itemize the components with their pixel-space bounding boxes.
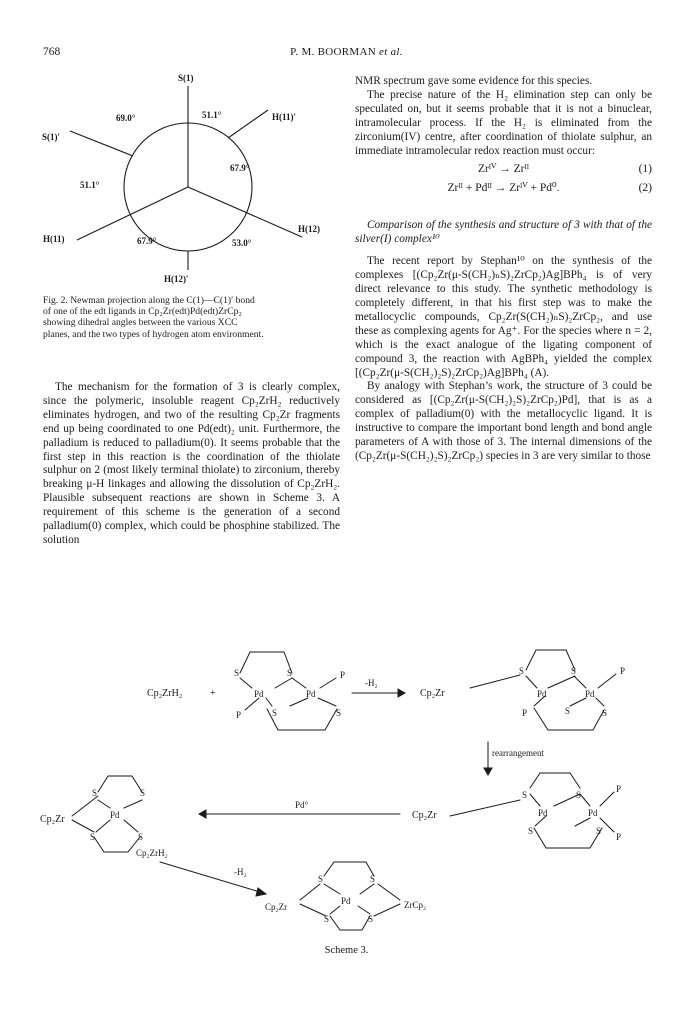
zrcp2-label: ZrCp₂	[404, 900, 427, 910]
atom-p: P	[340, 670, 346, 680]
atom-p: P	[620, 666, 626, 676]
atom-p: P	[236, 710, 242, 720]
figure-caption	[43, 295, 343, 340]
scheme-caption: Scheme 3.	[324, 945, 369, 956]
atom-s: S	[519, 666, 525, 676]
left-column	[43, 381, 340, 548]
atom-pd: Pd	[588, 808, 598, 818]
scheme-3	[0, 630, 693, 942]
section-heading: Comparison of the synthesis and structure of 3 with that of the silver(I) complex¹⁰	[355, 219, 652, 246]
label-h11: H(11)	[43, 234, 65, 244]
atom-pd: Pd	[341, 896, 351, 906]
body-paragraph: NMR spectrum gave some evidence for this species.	[355, 75, 593, 87]
newman-projection	[40, 68, 340, 290]
body-paragraph: The precise nature of the H₂ elimination step can only be speculated on, but it seems probable that it is not a binuclear, intramolecular process. If the H₂ is eliminated from the zirconium(IV) centre, after coordination of thiolate sulphur, an immediate intramolecular redox reaction must occur:	[355, 88, 652, 157]
cp2zr-label: Cp₂Zr	[412, 810, 437, 821]
angle-label: 51.1°	[202, 110, 222, 120]
rearrangement-label: rearrangement	[492, 748, 544, 758]
atom-s: S	[596, 826, 602, 836]
atom-p: P	[522, 708, 528, 718]
reagent-label: Cp₂ZrH₂	[147, 688, 183, 699]
body-paragraph: By analogy with Stephan’s work, the structure of 3 could be considered as [(Cp₂Zr(μ-S(CH₂)₂S)₂ZrCp₂)Pd], that is as a complex of palladium(0) with the metallocyclic ligand. It is instructive to compare the important bond length and bond angle parameters of A with those of 3. The internal dimensions of the (Cp₂Zr(μ-S(CH₂)₂S)₂ZrCp₂) species in 3 are very similar to those	[355, 380, 652, 462]
label-h11-prime: H(11)′	[272, 112, 297, 122]
caption-line: of one of the edt ligands in Cp₂Zr(edt)Pd(edt)ZrCp₂	[43, 306, 242, 318]
equation-number: (2)	[638, 182, 652, 195]
atom-pd: Pd	[537, 689, 547, 699]
atom-p: P	[616, 832, 622, 842]
caption-line: Fig. 2. Newman projection along the C(1)—C(1)′ bond	[43, 295, 255, 306]
atom-s: S	[138, 832, 144, 842]
atom-s: S	[565, 706, 571, 716]
cp2zr-label: Cp₂Zr	[40, 814, 65, 825]
minus-h2-label: -H₂	[365, 678, 378, 688]
equation-text: Zrᴵᴵ + Pdᴵᴵ → Zrᴵⱽ + Pd⁰.	[447, 182, 560, 195]
angle-label: 67.9°	[137, 236, 157, 246]
equation-text: Zrᴵⱽ → Zrᴵᴵ	[477, 163, 530, 176]
atom-s: S	[336, 708, 342, 718]
atom-s: S	[576, 790, 582, 800]
caption-line: planes, and the two types of hydrogen atom environment.	[43, 328, 264, 340]
atom-s: S	[272, 708, 278, 718]
minus-h2-label: -H₂	[234, 867, 247, 877]
atom-pd: Pd	[306, 689, 316, 699]
atom-s: S	[528, 826, 534, 836]
body-paragraph: The recent report by Stephan¹⁰ on the synthesis of the complexes [(Cp₂Zr(μ-S(CH₂)ₙS)₂ZrCp₂)Ag]BPh₄ is of very direct relevance to this study. The synthetic methodology is completely different, in that his first step was to make the metallocyclic compounds, Cp₂Zr(S(CH₂)ₙS)₂ZrCp₂, and use these as complexing agents for Ag⁺. For the species where n = 2, which is the exact analogue of the ligating component of compound 3, the reaction with AgBPh₄ yielded the complex [(Cp₂Zr(μ-S(CH₂)₂S)₂ZrCp₂)Ag]BPh₄ (A).	[355, 255, 652, 379]
angle-label: 53.0°	[232, 238, 252, 248]
running-head-suffix: et al.	[379, 46, 403, 58]
equation-1	[355, 163, 652, 180]
right-column	[355, 75, 652, 464]
angle-label: 69.0°	[116, 113, 136, 123]
atom-s: S	[370, 874, 376, 884]
atom-s: S	[287, 668, 293, 678]
atom-s: S	[234, 668, 240, 678]
angle-label: 51.1°	[80, 180, 100, 190]
atom-s: S	[324, 914, 330, 924]
atom-pd: Pd	[538, 808, 548, 818]
cp2zr-label: Cp₂Zr	[420, 688, 445, 699]
atom-pd: Pd	[585, 689, 595, 699]
body-paragraph: The mechanism for the formation of 3 is clearly complex, since the polymeric, insoluble reagent Cp₂ZrH₂ reductively eliminates hydrogen, and two of the resulting Cp₂Zr fragments end up being coordinated to one Pd(edt)₂ unit. Furthermore, the palladium is reduced to palladium(0). It seems probable that the first step in this reaction is the coordination of the thiolate sulphur on 2 (most likely terminal thiolate) to zirconium, thereby breaking μ-H linkages and allowing the dissolution of Cp₂ZrH₂. Plausible subsequent reactions are shown in Scheme 3. A requirement of this scheme is the generation of a second palladium(0) complex, which could be phosphine stabilized. The solution	[43, 381, 340, 546]
pd0-label: Pd°	[295, 800, 309, 810]
angle-label: 67.9°	[230, 163, 250, 173]
equation-2	[355, 182, 652, 199]
atom-s: S	[368, 914, 374, 924]
atom-p: P	[616, 784, 622, 794]
atom-s: S	[140, 788, 146, 798]
running-head	[0, 46, 693, 58]
reagent-label: Cp₂ZrH₂	[136, 848, 168, 858]
atom-pd: Pd	[110, 810, 120, 820]
cp2zr-label: Cp₂Zr	[265, 902, 288, 912]
label-s1: S(1)	[178, 73, 194, 83]
caption-line: showing dihedral angles between the various XCC	[43, 317, 238, 329]
label-h12: H(12)	[298, 224, 320, 234]
equation-number: (1)	[638, 163, 652, 176]
atom-s: S	[571, 666, 577, 676]
atom-s: S	[522, 790, 528, 800]
atom-s: S	[602, 708, 608, 718]
atom-s: S	[90, 832, 96, 842]
atom-s: S	[318, 874, 324, 884]
label-s1-prime: S(1)′	[42, 132, 61, 142]
page-header	[0, 46, 693, 60]
running-head-authors: P. M. BOORMAN	[290, 46, 376, 58]
page-number: 768	[43, 46, 61, 58]
atom-pd: Pd	[254, 689, 264, 699]
label-h12-prime: H(12)′	[164, 274, 189, 284]
plus-sign: +	[210, 688, 216, 699]
atom-s: S	[92, 788, 98, 798]
